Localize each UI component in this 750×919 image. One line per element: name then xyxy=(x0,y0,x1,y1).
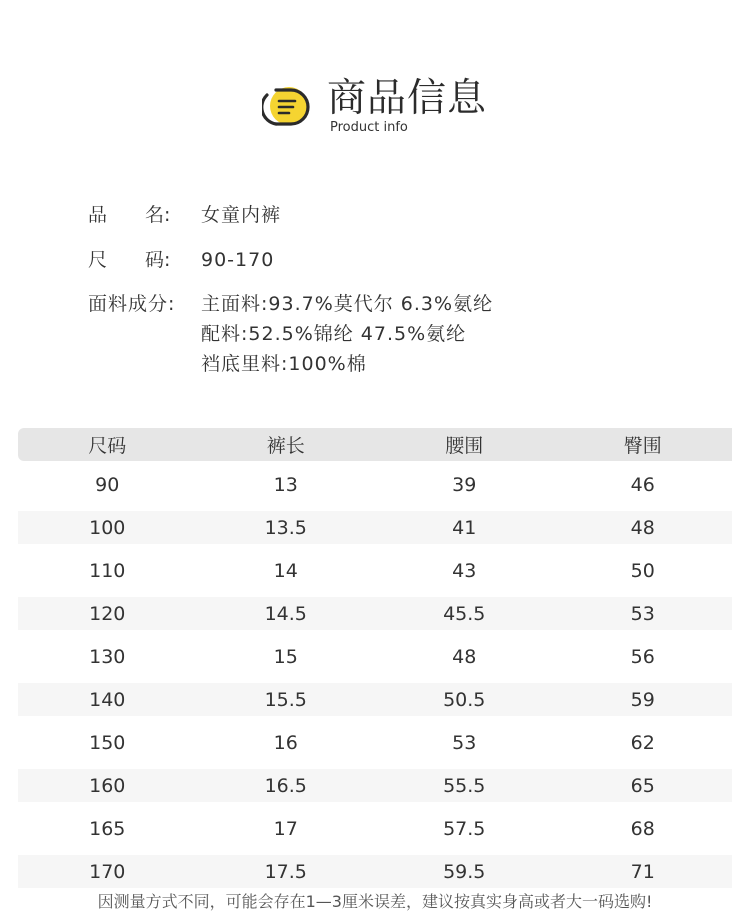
table-row xyxy=(18,812,732,845)
column-header: 腰围 xyxy=(445,435,484,457)
table-cell: 71 xyxy=(630,860,655,883)
table-cell: 15.5 xyxy=(264,688,307,711)
fabric-line: 配料:52.5%锦纶 47.5%氨纶 xyxy=(201,323,467,345)
table-cell: 48 xyxy=(452,645,477,668)
fabric-value xyxy=(201,289,493,379)
table-row xyxy=(18,554,732,587)
table-cell: 120 xyxy=(89,602,126,625)
table-row xyxy=(18,683,732,716)
table-row xyxy=(18,855,732,888)
table-cell: 57.5 xyxy=(443,817,486,840)
table-cell: 56 xyxy=(630,645,655,668)
table-cell: 59.5 xyxy=(443,860,486,883)
table-cell: 68 xyxy=(630,817,655,840)
column-header: 裤长 xyxy=(266,435,305,457)
fabric-line: 裆底里料:100%棉 xyxy=(201,353,367,375)
table-cell: 50.5 xyxy=(443,688,486,711)
table-cell: 170 xyxy=(89,860,126,883)
name-value: 女童内裤 xyxy=(201,204,282,226)
table-cell: 15 xyxy=(273,645,298,668)
table-cell: 110 xyxy=(89,559,126,582)
section-subtitle: Product info xyxy=(330,120,408,135)
size-table xyxy=(18,428,732,888)
table-cell: 100 xyxy=(89,516,126,539)
table-cell: 46 xyxy=(630,473,655,496)
table-cell: 140 xyxy=(89,688,126,711)
info-row-fabric xyxy=(88,289,493,379)
table-cell: 16 xyxy=(273,731,298,754)
table-cell: 39 xyxy=(452,473,477,496)
section-title: 商品信息 xyxy=(327,76,488,121)
table-cell: 90 xyxy=(95,473,120,496)
table-cell: 14 xyxy=(273,559,298,582)
table-row xyxy=(18,511,732,544)
info-row-name xyxy=(88,200,493,230)
table-row xyxy=(18,597,732,630)
table-cell: 48 xyxy=(630,516,655,539)
table-cell: 65 xyxy=(630,774,655,797)
table-cell: 14.5 xyxy=(264,602,307,625)
product-info xyxy=(88,200,493,379)
table-cell: 45.5 xyxy=(443,602,486,625)
table-cell: 13 xyxy=(273,473,298,496)
notepad-icon xyxy=(262,84,312,130)
table-cell: 53 xyxy=(630,602,655,625)
table-cell: 50 xyxy=(630,559,655,582)
table-row xyxy=(18,468,732,501)
table-row xyxy=(18,769,732,802)
info-row-size xyxy=(88,245,493,275)
table-cell: 55.5 xyxy=(443,774,486,797)
column-header: 尺码 xyxy=(88,435,127,457)
table-cell: 17.5 xyxy=(264,860,307,883)
table-cell: 150 xyxy=(89,731,126,754)
measurement-note: 因测量方式不同，可能会存在1—3厘米误差，建议按真实身高或者大一码选购! xyxy=(0,889,750,915)
size-label: 尺 码: xyxy=(88,249,171,271)
fabric-line: 主面料:93.7%莫代尔 6.3%氨纶 xyxy=(201,293,494,315)
table-cell: 165 xyxy=(89,817,126,840)
table-cell: 16.5 xyxy=(264,774,307,797)
fabric-label: 面料成分: xyxy=(88,293,176,315)
table-cell: 17 xyxy=(273,817,298,840)
table-row xyxy=(18,726,732,759)
table-header xyxy=(18,428,732,461)
table-cell: 43 xyxy=(452,559,477,582)
section-header xyxy=(262,76,522,140)
table-cell: 160 xyxy=(89,774,126,797)
table-cell: 62 xyxy=(630,731,655,754)
name-label: 品 名: xyxy=(88,204,171,226)
table-row xyxy=(18,640,732,673)
table-cell: 59 xyxy=(630,688,655,711)
column-header: 臀围 xyxy=(623,435,662,457)
table-cell: 53 xyxy=(452,731,477,754)
table-cell: 41 xyxy=(452,516,477,539)
size-value: 90-170 xyxy=(201,249,275,271)
table-cell: 130 xyxy=(89,645,126,668)
table-cell: 13.5 xyxy=(264,516,307,539)
